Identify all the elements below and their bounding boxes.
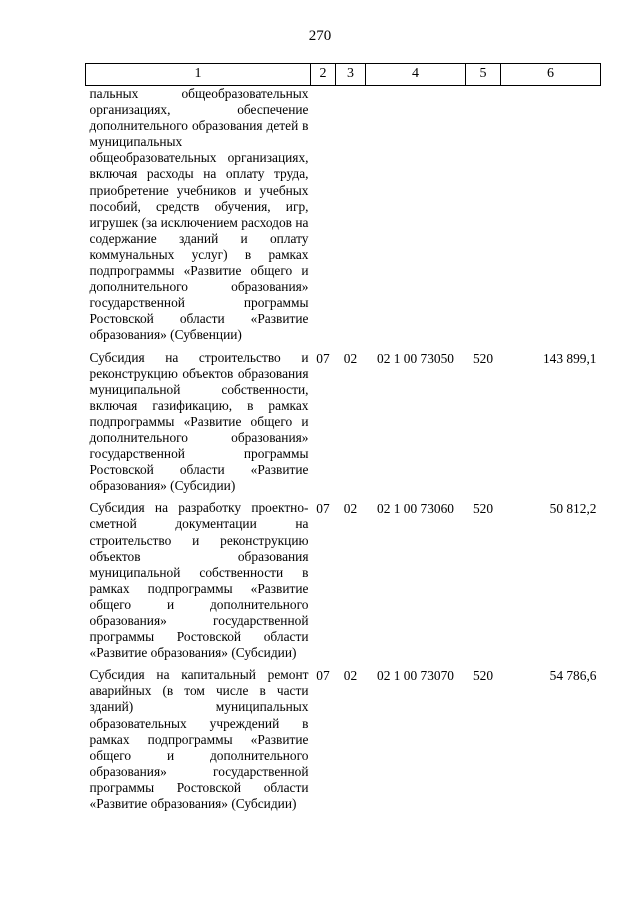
budget-table <box>85 63 601 818</box>
row-description: Субсидия на капитальный ремонт аварийных (в том числе в части зданий) муниципальных образовательных учреждений в рамках подпрограммы «Развитие общего и дополнительного образования» государственной программы Ростовской области «Развитие образования» (Субсидии) <box>89 667 309 812</box>
row-podrazdel: 02 <box>343 668 358 684</box>
column-header-4: 4 <box>366 64 466 86</box>
table-row <box>86 667 601 818</box>
row-target-article: 02 1 00 73070 <box>377 668 454 684</box>
row-razdel: 07 <box>316 350 330 366</box>
row-razdel <box>311 86 336 350</box>
row-podrazdel: 02 <box>343 501 358 517</box>
row-description: Субсидия на разработку проектно-сметной документации на строительство и реконструкцию объектов образования муниципальной собственности в рамках подпрограммы «Развитие общего и дополнительного образования» государственной программы Ростовской области «Развитие образования» (Субсидии) <box>89 500 309 661</box>
column-header-1: 1 <box>86 64 311 86</box>
row-expense-type: 520 <box>472 501 494 517</box>
row-razdel: 07 <box>316 501 330 517</box>
column-header-2: 2 <box>311 64 336 86</box>
row-expense-type: 520 <box>472 350 494 366</box>
row-amount: 50 812,2 <box>549 501 597 517</box>
page-number: 270 <box>308 28 332 44</box>
row-amount <box>501 86 601 350</box>
row-target-article: 02 1 00 73060 <box>377 501 454 517</box>
row-podrazdel: 02 <box>343 350 358 366</box>
row-expense-type <box>466 86 501 350</box>
table-header-row <box>86 64 601 86</box>
row-amount: 54 786,6 <box>549 668 597 684</box>
row-razdel: 07 <box>316 668 330 684</box>
table-row <box>86 86 601 350</box>
row-podrazdel <box>336 86 366 350</box>
row-description: Субсидия на строительство и реконструкцию объектов образования муниципальной собственности, включая газификацию, в рамках подпрограммы «Развитие общего и дополнительного образования» государственной программы Ростовской области «Развитие образования» (Субсидии) <box>89 349 309 494</box>
column-header-5: 5 <box>466 64 501 86</box>
column-header-6: 6 <box>501 64 601 86</box>
row-description: пальных общеобразовательных организациях, обеспечение дополнительного образования детей в муниципальных общеобразовательных организациях, включая расходы на оплату труда, приобретение учебников и учебных пособий, средств обучения, игр, игрушек (за исключением расходов на содержание зданий и оплату коммунальных услуг) в рамках подпрограммы «Развитие общего и дополнительного образования» государственной программы Ростовской области «Развитие образования» (Субвенции) <box>89 86 309 343</box>
column-header-3: 3 <box>336 64 366 86</box>
table-row <box>86 500 601 667</box>
row-target-article: 02 1 00 73050 <box>377 350 454 366</box>
row-expense-type: 520 <box>472 668 494 684</box>
table-row <box>86 350 601 501</box>
row-amount: 143 899,1 <box>542 350 597 366</box>
row-target-article <box>366 86 466 350</box>
